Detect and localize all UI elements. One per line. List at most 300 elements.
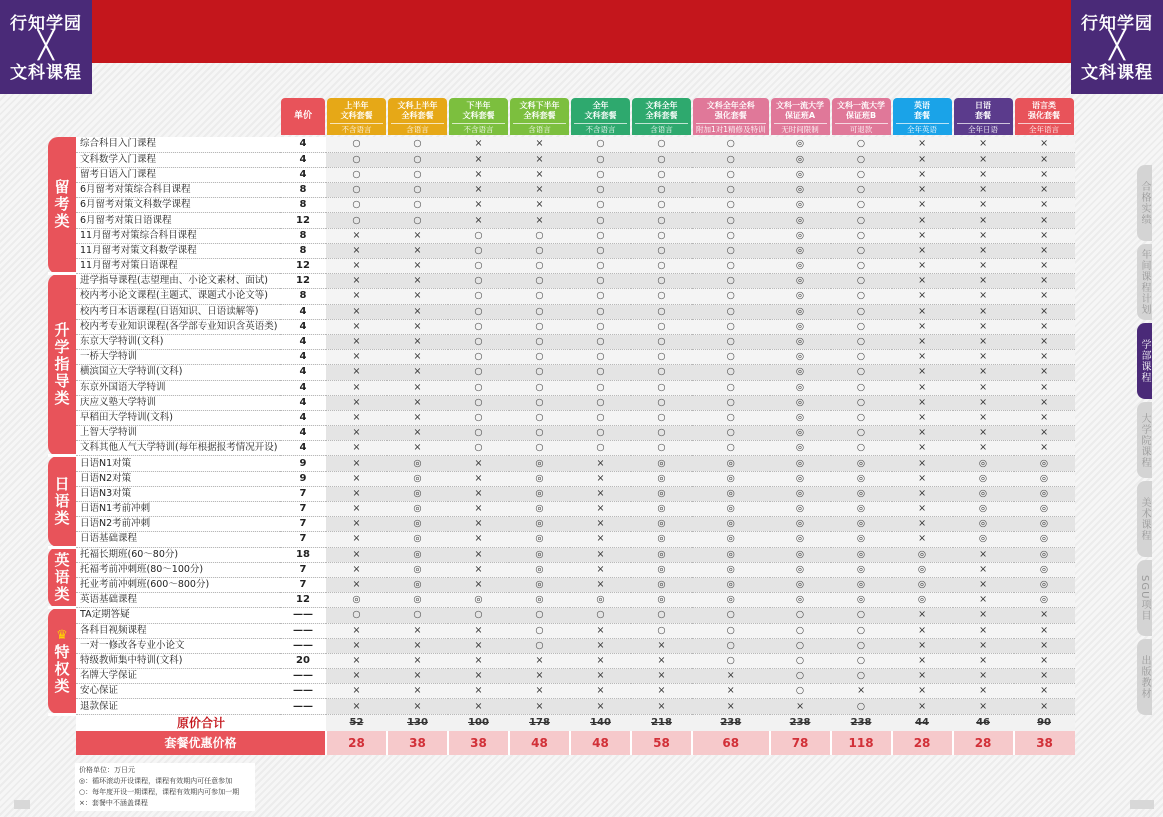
package-title: 下半年 文科套餐 (462, 101, 495, 120)
course-name: 日语N1考前冲刺 (76, 502, 280, 517)
inclusion-mark: × (1014, 410, 1075, 425)
inclusion-mark: × (509, 198, 570, 213)
inclusion-mark: × (892, 608, 953, 623)
inclusion-mark: ○ (770, 623, 831, 638)
inclusion-mark: ○ (448, 274, 509, 289)
course-name: 庆应义塾大学特训 (76, 395, 280, 410)
inclusion-mark: ○ (631, 395, 692, 410)
discount-price-value: 78 (770, 731, 831, 755)
inclusion-mark: ◎ (953, 532, 1014, 547)
inclusion-mark: × (892, 274, 953, 289)
scroll-right-handle[interactable] (1130, 800, 1154, 809)
inclusion-mark: × (326, 562, 387, 577)
table-row (48, 380, 1075, 395)
course-name: TA定期答疑 (76, 608, 280, 623)
package-column-header (510, 98, 569, 135)
inclusion-mark: ○ (326, 167, 387, 182)
inclusion-mark: × (953, 289, 1014, 304)
inclusion-mark: ◎ (692, 517, 770, 532)
inclusion-mark: × (326, 653, 387, 668)
inclusion-mark: × (892, 517, 953, 532)
inclusion-mark: ○ (509, 608, 570, 623)
course-comparison-table (48, 98, 1075, 755)
inclusion-mark: × (509, 653, 570, 668)
inclusion-mark: ○ (831, 638, 892, 653)
inclusion-mark: × (509, 183, 570, 198)
inclusion-mark: × (570, 456, 631, 471)
original-total-value: 52 (326, 714, 387, 731)
package-subtitle: 含语言 (391, 123, 444, 135)
course-name: 东京大学特训(文科) (76, 334, 280, 349)
inclusion-mark: × (892, 319, 953, 334)
inclusion-mark: ◎ (770, 547, 831, 562)
inclusion-mark: × (326, 577, 387, 592)
inclusion-mark: ○ (831, 137, 892, 152)
course-name: 校内考日本语课程(日语知识、日语读解等) (76, 304, 280, 319)
table-header-row (48, 98, 1075, 137)
inclusion-mark: × (953, 137, 1014, 152)
inclusion-mark: × (953, 380, 1014, 395)
inclusion-mark: ○ (770, 608, 831, 623)
inclusion-mark: ◎ (831, 532, 892, 547)
category-text: 英语类 (54, 550, 70, 603)
inclusion-mark: ○ (448, 426, 509, 441)
inclusion-mark: ◎ (509, 456, 570, 471)
category-label (48, 137, 76, 274)
inclusion-mark: ○ (831, 289, 892, 304)
inclusion-mark: × (570, 699, 631, 714)
inclusion-mark: ◎ (509, 593, 570, 608)
inclusion-mark: × (326, 623, 387, 638)
table-row (48, 547, 1075, 562)
inclusion-mark: ○ (692, 319, 770, 334)
inclusion-mark: ◎ (770, 441, 831, 456)
inclusion-mark: × (892, 365, 953, 380)
inclusion-mark: ○ (509, 441, 570, 456)
course-name: 早稻田大学特训(文科) (76, 410, 280, 425)
inclusion-mark: × (953, 167, 1014, 182)
course-name: 退款保证 (76, 699, 280, 714)
course-name: 综合科目入门课程 (76, 137, 280, 152)
inclusion-mark: ◎ (631, 593, 692, 608)
inclusion-mark: ○ (692, 137, 770, 152)
side-tab[interactable]: 美术课程 (1137, 481, 1152, 557)
inclusion-mark: ○ (831, 653, 892, 668)
package-column-header (449, 98, 508, 135)
inclusion-mark: ○ (692, 183, 770, 198)
inclusion-mark: × (326, 228, 387, 243)
inclusion-mark: ◎ (509, 562, 570, 577)
inclusion-mark: × (387, 319, 448, 334)
inclusion-mark: ○ (831, 213, 892, 228)
course-name: 横滨国立大学特训(文科) (76, 365, 280, 380)
inclusion-mark: ◎ (831, 471, 892, 486)
inclusion-mark: × (892, 684, 953, 699)
inclusion-mark: ○ (831, 365, 892, 380)
course-name: 校内考小论文课程(主题式、课题式小论文等) (76, 289, 280, 304)
table-row (48, 228, 1075, 243)
table-row (48, 669, 1075, 684)
inclusion-mark: × (448, 137, 509, 152)
inclusion-mark: × (326, 699, 387, 714)
inclusion-mark: ○ (509, 410, 570, 425)
course-price: —— (280, 684, 326, 699)
course-price: 12 (280, 274, 326, 289)
inclusion-mark: × (387, 653, 448, 668)
inclusion-mark: ◎ (1014, 502, 1075, 517)
inclusion-mark: ◎ (387, 547, 448, 562)
inclusion-mark: × (892, 183, 953, 198)
package-subtitle: 无时间限制 (774, 123, 827, 135)
inclusion-mark: ○ (770, 653, 831, 668)
inclusion-mark: ◎ (770, 198, 831, 213)
inclusion-mark: × (387, 365, 448, 380)
scroll-left-handle[interactable] (14, 800, 30, 809)
inclusion-mark: ○ (692, 426, 770, 441)
inclusion-mark: ○ (570, 289, 631, 304)
brand-logo-left (0, 0, 92, 94)
inclusion-mark: × (692, 699, 770, 714)
inclusion-mark: × (326, 350, 387, 365)
course-name: 一桥大学特训 (76, 350, 280, 365)
course-name: 日语N2对策 (76, 471, 280, 486)
inclusion-mark: ◎ (770, 532, 831, 547)
inclusion-mark: ◎ (631, 486, 692, 501)
inclusion-mark: ◎ (631, 471, 692, 486)
inclusion-mark: × (1014, 608, 1075, 623)
inclusion-mark: × (509, 213, 570, 228)
side-tab[interactable]: 出版教材 (1137, 639, 1152, 715)
inclusion-mark: ○ (631, 137, 692, 152)
side-navigation (1137, 165, 1163, 718)
inclusion-mark: ○ (770, 684, 831, 699)
course-name: 英语基础课程 (76, 593, 280, 608)
package-column-header (771, 98, 830, 135)
package-subtitle: 不含语言 (574, 123, 627, 135)
inclusion-mark: ○ (509, 395, 570, 410)
package-column-header (693, 98, 769, 135)
inclusion-mark: ○ (448, 410, 509, 425)
inclusion-mark: × (953, 441, 1014, 456)
course-name: 托福考前冲刺班(80～100分) (76, 562, 280, 577)
inclusion-mark: × (387, 289, 448, 304)
course-price: 4 (280, 334, 326, 349)
inclusion-mark: × (631, 653, 692, 668)
inclusion-mark: × (570, 653, 631, 668)
discount-price-value: 38 (448, 731, 509, 755)
inclusion-mark: × (631, 638, 692, 653)
course-price: 18 (280, 547, 326, 562)
table-row (48, 183, 1075, 198)
legend-note: ○：每年度开设一期课程，课程有效期内可参加一期 (79, 788, 240, 796)
brand-separator-icon: ╳ (1109, 31, 1125, 61)
inclusion-mark: ○ (770, 638, 831, 653)
course-price: 8 (280, 243, 326, 258)
inclusion-mark: × (448, 456, 509, 471)
inclusion-mark: ○ (631, 350, 692, 365)
course-price: 7 (280, 532, 326, 547)
inclusion-mark: ○ (387, 198, 448, 213)
discount-price-value: 28 (892, 731, 953, 755)
inclusion-mark: × (631, 684, 692, 699)
inclusion-mark: × (448, 623, 509, 638)
inclusion-mark: × (509, 699, 570, 714)
inclusion-mark: × (892, 137, 953, 152)
inclusion-mark: ○ (570, 426, 631, 441)
course-name: 特级教师集中特训(文科) (76, 653, 280, 668)
inclusion-mark: ○ (631, 228, 692, 243)
inclusion-mark: × (326, 426, 387, 441)
inclusion-mark: × (953, 699, 1014, 714)
inclusion-mark: × (326, 502, 387, 517)
inclusion-mark: ◎ (770, 426, 831, 441)
inclusion-mark: ○ (692, 350, 770, 365)
discount-price-label: 套餐优惠价格 (76, 731, 326, 755)
inclusion-mark: × (448, 577, 509, 592)
inclusion-mark: × (326, 471, 387, 486)
inclusion-mark: × (953, 623, 1014, 638)
table-row (48, 502, 1075, 517)
inclusion-mark: × (1014, 319, 1075, 334)
inclusion-mark: × (570, 623, 631, 638)
table-row (48, 441, 1075, 456)
discount-price-value: 28 (326, 731, 387, 755)
package-title: 文科一流大学 保证班A (776, 101, 825, 120)
inclusion-mark: ◎ (509, 532, 570, 547)
table-row (48, 562, 1075, 577)
side-tab[interactable]: 合格实绩 (1137, 165, 1152, 241)
course-price: 7 (280, 577, 326, 592)
inclusion-mark: ○ (692, 653, 770, 668)
discount-price-value: 38 (387, 731, 448, 755)
inclusion-mark: ○ (692, 623, 770, 638)
package-subtitle: 不含语言 (452, 123, 505, 135)
inclusion-mark: ○ (448, 259, 509, 274)
inclusion-mark: ◎ (631, 577, 692, 592)
course-name: 进学指导课程(志望理由、小论文素材、面试) (76, 274, 280, 289)
package-title: 英语 套餐 (914, 101, 931, 120)
inclusion-mark: ○ (692, 228, 770, 243)
inclusion-mark: ○ (631, 608, 692, 623)
inclusion-mark: × (953, 608, 1014, 623)
inclusion-mark: ◎ (448, 593, 509, 608)
table-row (48, 289, 1075, 304)
inclusion-mark: ◎ (692, 502, 770, 517)
inclusion-mark: ◎ (831, 456, 892, 471)
inclusion-mark: × (509, 684, 570, 699)
inclusion-mark: × (892, 304, 953, 319)
inclusion-mark: × (387, 350, 448, 365)
inclusion-mark: ◎ (509, 486, 570, 501)
inclusion-mark: ○ (631, 259, 692, 274)
course-price: 7 (280, 562, 326, 577)
inclusion-mark: × (387, 638, 448, 653)
table-row (48, 532, 1075, 547)
inclusion-mark: × (1014, 669, 1075, 684)
course-price: 4 (280, 304, 326, 319)
inclusion-mark: × (892, 198, 953, 213)
category-label (48, 456, 76, 547)
inclusion-mark: × (1014, 334, 1075, 349)
inclusion-mark: ○ (631, 198, 692, 213)
inclusion-mark: × (1014, 259, 1075, 274)
inclusion-mark: × (387, 243, 448, 258)
course-price: —— (280, 623, 326, 638)
course-price: 8 (280, 289, 326, 304)
inclusion-mark: ○ (631, 380, 692, 395)
inclusion-mark: ○ (570, 350, 631, 365)
inclusion-mark: ○ (570, 152, 631, 167)
inclusion-mark: × (892, 456, 953, 471)
table-row (48, 577, 1075, 592)
inclusion-mark: × (326, 669, 387, 684)
inclusion-mark: ◎ (770, 183, 831, 198)
table-row (48, 274, 1075, 289)
course-name: 校内考专业知识课程(各学部专业知识含英语类) (76, 319, 280, 334)
inclusion-mark: ○ (448, 365, 509, 380)
course-name: 11月留考对策文科数学课程 (76, 243, 280, 258)
inclusion-mark: ○ (509, 228, 570, 243)
discount-price-value: 28 (953, 731, 1014, 755)
inclusion-mark: ◎ (631, 502, 692, 517)
course-name: 托业考前冲刺班(600～800分) (76, 577, 280, 592)
inclusion-mark: ◎ (326, 593, 387, 608)
inclusion-mark: × (387, 410, 448, 425)
inclusion-mark: ○ (570, 183, 631, 198)
package-title: 文科上半年 全科套餐 (397, 101, 438, 120)
inclusion-mark: ○ (387, 137, 448, 152)
inclusion-mark: × (326, 410, 387, 425)
table-row (48, 152, 1075, 167)
category-label (48, 547, 76, 608)
course-comparison-table-wrapper (48, 98, 1075, 755)
inclusion-mark: ○ (448, 395, 509, 410)
inclusion-mark: × (448, 167, 509, 182)
inclusion-mark: ◎ (770, 593, 831, 608)
inclusion-mark: × (1014, 426, 1075, 441)
inclusion-mark: ◎ (770, 228, 831, 243)
side-tab[interactable]: 学部课程 (1137, 323, 1152, 399)
inclusion-mark: ◎ (692, 562, 770, 577)
inclusion-mark: ○ (631, 304, 692, 319)
inclusion-mark: ○ (570, 198, 631, 213)
course-name: 文科其他人气大学特训(每年根据报考情况开设) (76, 441, 280, 456)
inclusion-mark: × (1014, 365, 1075, 380)
inclusion-mark: × (448, 562, 509, 577)
inclusion-mark: ○ (387, 608, 448, 623)
table-row (48, 334, 1075, 349)
side-tab[interactable]: SGU项目 (1137, 560, 1152, 636)
course-name: 日语N2考前冲刺 (76, 517, 280, 532)
package-column-header (893, 98, 952, 135)
inclusion-mark: × (953, 426, 1014, 441)
course-price: 4 (280, 380, 326, 395)
package-subtitle: 不含语言 (330, 123, 383, 135)
inclusion-mark: × (892, 350, 953, 365)
original-total-value: 44 (892, 714, 953, 731)
inclusion-mark: ○ (448, 380, 509, 395)
inclusion-mark: × (892, 669, 953, 684)
inclusion-mark: ◎ (770, 304, 831, 319)
inclusion-mark: ○ (509, 289, 570, 304)
inclusion-mark: × (326, 319, 387, 334)
course-price: 4 (280, 441, 326, 456)
inclusion-mark: ◎ (770, 319, 831, 334)
package-subtitle: 全年语言 (1018, 123, 1071, 135)
table-row (48, 243, 1075, 258)
inclusion-mark: ◎ (1014, 547, 1075, 562)
inclusion-mark: ○ (831, 334, 892, 349)
inclusion-mark: ○ (326, 213, 387, 228)
inclusion-mark: × (953, 577, 1014, 592)
inclusion-mark: ○ (570, 228, 631, 243)
inclusion-mark: × (448, 653, 509, 668)
inclusion-mark: × (892, 502, 953, 517)
inclusion-mark: × (570, 486, 631, 501)
inclusion-mark: ○ (631, 441, 692, 456)
inclusion-mark: ◎ (692, 547, 770, 562)
inclusion-mark: ○ (831, 167, 892, 182)
inclusion-mark: × (1014, 699, 1075, 714)
inclusion-mark: ◎ (387, 562, 448, 577)
package-subtitle: 含语言 (513, 123, 566, 135)
inclusion-mark: × (326, 395, 387, 410)
table-row (48, 653, 1075, 668)
original-total-value: 130 (387, 714, 448, 731)
side-tab[interactable]: 大学院课程 (1137, 402, 1152, 478)
inclusion-mark: ○ (831, 228, 892, 243)
inclusion-mark: ○ (831, 395, 892, 410)
inclusion-mark: ◎ (1014, 593, 1075, 608)
inclusion-mark: × (1014, 213, 1075, 228)
inclusion-mark: ○ (692, 259, 770, 274)
inclusion-mark: × (570, 562, 631, 577)
inclusion-mark: ○ (692, 152, 770, 167)
inclusion-mark: ◎ (631, 456, 692, 471)
side-tab[interactable]: 年间课程计划 (1137, 244, 1152, 320)
inclusion-mark: ○ (631, 152, 692, 167)
inclusion-mark: × (448, 502, 509, 517)
inclusion-mark: ○ (570, 319, 631, 334)
inclusion-mark: ○ (387, 213, 448, 228)
brand-line1: 行知学园 (1081, 14, 1153, 34)
inclusion-mark: ○ (631, 167, 692, 182)
inclusion-mark: × (326, 547, 387, 562)
inclusion-mark: ○ (631, 319, 692, 334)
table-row (48, 198, 1075, 213)
inclusion-mark: ◎ (770, 213, 831, 228)
inclusion-mark: ◎ (1014, 532, 1075, 547)
inclusion-mark: ○ (509, 623, 570, 638)
inclusion-mark: × (953, 152, 1014, 167)
course-price: 9 (280, 456, 326, 471)
category-text: 特权类 (54, 642, 70, 695)
package-column-header (1015, 98, 1074, 135)
inclusion-mark: ○ (831, 426, 892, 441)
course-price: —— (280, 638, 326, 653)
inclusion-mark: ○ (692, 638, 770, 653)
red-title-bar (92, 0, 1071, 63)
inclusion-mark: × (953, 243, 1014, 258)
inclusion-mark: ○ (631, 334, 692, 349)
inclusion-mark: ◎ (387, 456, 448, 471)
inclusion-mark: ◎ (770, 152, 831, 167)
inclusion-mark: × (953, 213, 1014, 228)
inclusion-mark: ○ (692, 243, 770, 258)
inclusion-mark: ◎ (692, 486, 770, 501)
inclusion-mark: ○ (509, 380, 570, 395)
inclusion-mark: ○ (831, 198, 892, 213)
